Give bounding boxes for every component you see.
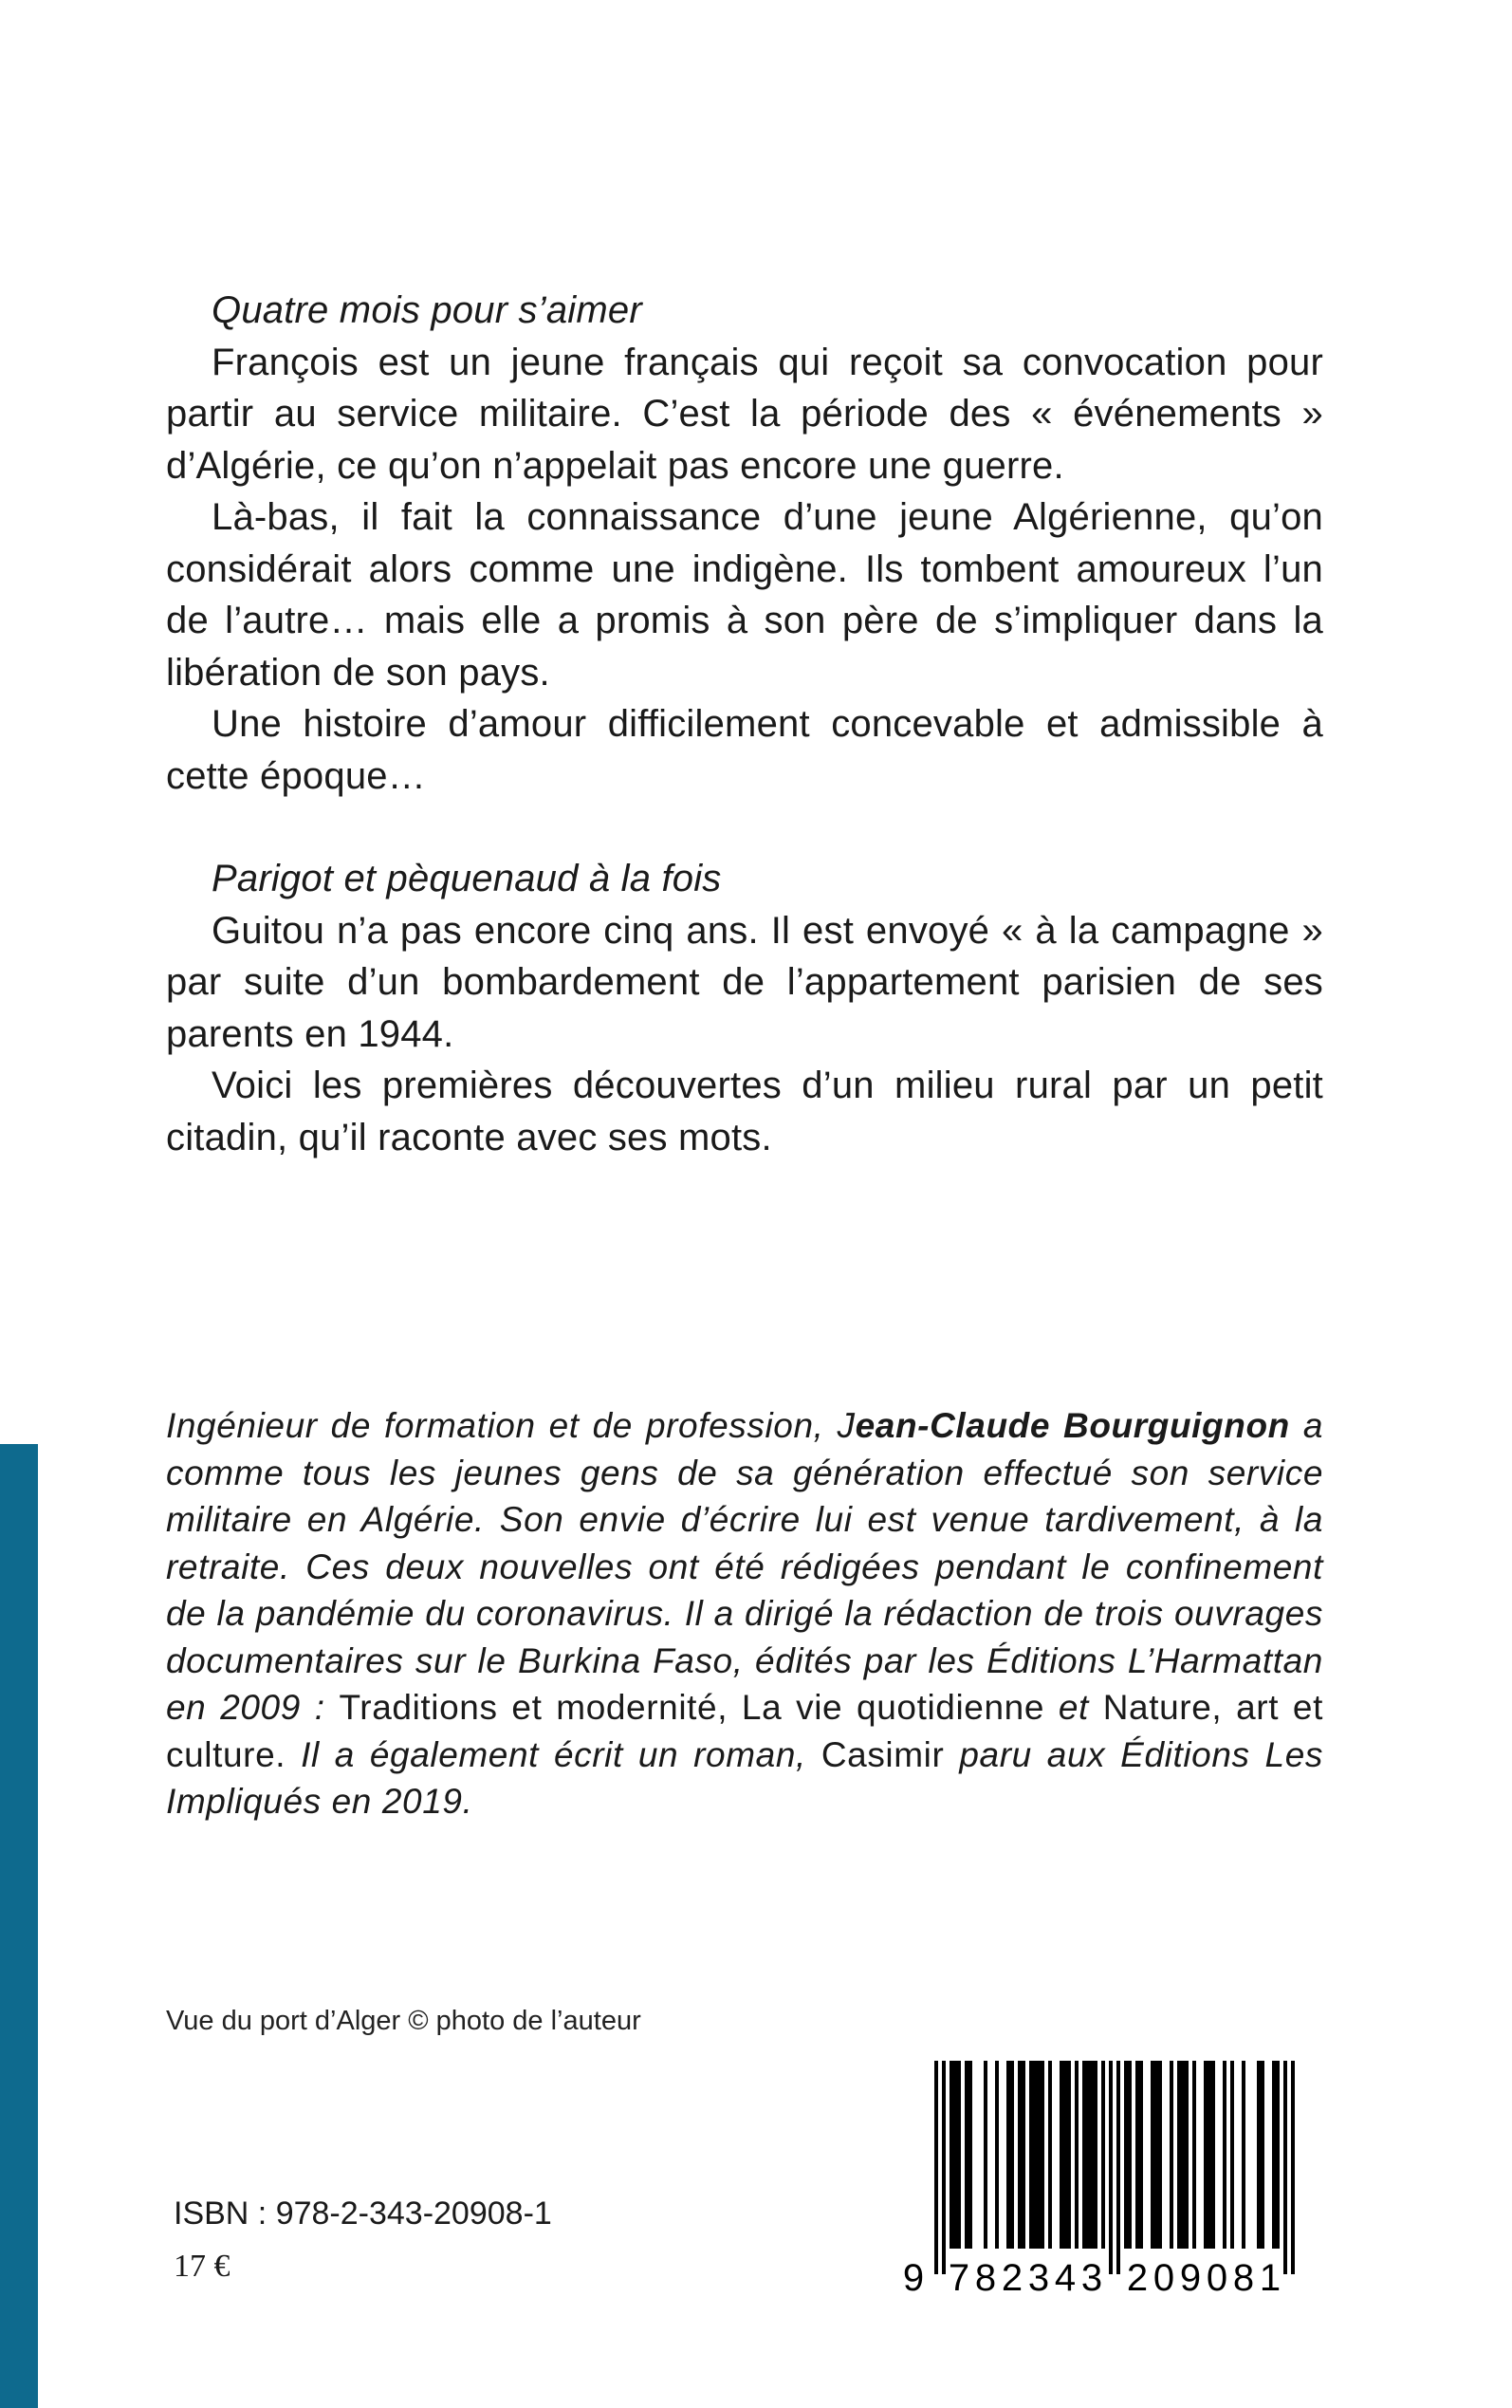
- barcode-bar: [1086, 2061, 1090, 2249]
- barcode-bar: [1067, 2061, 1071, 2249]
- bio-text: Il a également écrit un roman,: [286, 1734, 821, 1774]
- barcode-digit: 0: [1152, 2257, 1175, 2294]
- barcode-bar: [942, 2061, 946, 2274]
- barcode-bar: [1185, 2061, 1189, 2249]
- barcode-bar: [1223, 2061, 1226, 2249]
- barcode-bar: [1211, 2061, 1215, 2249]
- barcode-bar: [1063, 2061, 1067, 2249]
- barcode-bar: [1272, 2061, 1276, 2249]
- isbn-barcode: [896, 2057, 1314, 2294]
- story-title: Quatre mois pour s’aimer: [212, 289, 642, 331]
- barcode-bar: [1018, 2061, 1022, 2249]
- barcode-bar: [1283, 2061, 1287, 2274]
- story-title: Parigot et pèquenaud à la fois: [212, 858, 722, 899]
- barcode-bar: [1192, 2061, 1196, 2249]
- barcode-digit: 2: [1126, 2257, 1149, 2294]
- barcode-bar: [984, 2061, 987, 2249]
- barcode-bar: [1135, 2061, 1139, 2249]
- book-title: Nature, art et culture.: [166, 1688, 1323, 1774]
- bio-text: paru aux Éditions Les Impliqués en 2019.: [166, 1734, 1323, 1821]
- barcode-bar: [1230, 2061, 1234, 2249]
- barcode-bar: [1029, 2061, 1033, 2249]
- barcode-bar: [1006, 2061, 1010, 2249]
- barcode-digit: 1: [1259, 2257, 1282, 2294]
- barcode-bar: [1204, 2061, 1208, 2249]
- barcode-digit: 9: [902, 2257, 925, 2294]
- barcode-digit: 3: [1027, 2257, 1050, 2294]
- summary-paragraph: Une histoire d’amour difficilement concevable et admissible à cette époque…: [166, 703, 1323, 797]
- barcode-bar: [1177, 2061, 1181, 2249]
- barcode-digit: 7: [948, 2257, 970, 2294]
- book-title: Casimir: [821, 1734, 945, 1774]
- barcode-bar: [1242, 2061, 1245, 2249]
- barcode-digit: 2: [1001, 2257, 1023, 2294]
- summary-paragraph: François est un jeune français qui reçoit sa convocation pour partir au service militaire. C’est la période des « événements » d’Algérie, ce qu’on n’appelait pas encore une guerre.: [166, 341, 1323, 487]
- barcode-bar: [965, 2061, 968, 2249]
- barcode-bar: [1151, 2061, 1154, 2249]
- barcode-digit: 3: [1080, 2257, 1103, 2294]
- photo-credit: Vue du port d’Alger © photo de l’auteur: [166, 2006, 641, 2036]
- barcode-bar: [1154, 2061, 1158, 2249]
- barcode-bar: [1291, 2061, 1295, 2274]
- summary-paragraph: Là-bas, il fait la connaissance d’une jeune Algérienne, qu’on considérait alors comme une indigène. Ils tombent amoureux l’un de l’autre… mais elle a promis à son père de s’impliquer dans la libération de son pays.: [166, 496, 1323, 694]
- barcode-digit: 8: [1232, 2257, 1255, 2294]
- barcode-bar: [1101, 2061, 1105, 2249]
- barcode-bar: [1048, 2061, 1052, 2249]
- barcode-bar: [934, 2061, 938, 2274]
- barcode-bar: [1116, 2061, 1120, 2274]
- barcode-bar: [1276, 2061, 1280, 2249]
- barcode-bar: [1170, 2061, 1173, 2249]
- bio-text: Ingénieur de formation et de profession, J: [166, 1406, 856, 1445]
- barcode-bar: [1158, 2061, 1162, 2249]
- barcode-bar: [1094, 2061, 1097, 2249]
- book-title: Traditions et modernité, La vie quotidienne: [339, 1688, 1044, 1727]
- barcode-bar: [953, 2061, 957, 2249]
- barcode-bar: [1041, 2061, 1044, 2249]
- barcode-bar: [1033, 2061, 1037, 2249]
- barcode-digit: 8: [974, 2257, 997, 2294]
- barcode-digit: 0: [1206, 2257, 1228, 2294]
- barcode-bar: [1010, 2061, 1014, 2249]
- barcode-bar: [1257, 2061, 1261, 2249]
- barcode-bar: [1037, 2061, 1041, 2249]
- barcode-bar: [995, 2061, 999, 2249]
- barcode-bar: [1022, 2061, 1025, 2249]
- barcode-bar: [1128, 2061, 1132, 2249]
- barcode-bar: [957, 2061, 961, 2249]
- back-cover-summary: [166, 285, 1323, 1163]
- bio-text: et: [1044, 1688, 1103, 1727]
- barcode-bar: [1060, 2061, 1063, 2249]
- isbn: ISBN : 978-2-343-20908-1: [174, 2195, 552, 2232]
- barcode-digit: 9: [1179, 2257, 1202, 2294]
- barcode-bar: [1109, 2061, 1113, 2274]
- summary-paragraph: Guitou n’a pas encore cinq ans. Il est envoyé « à la campagne » par suite d’un bombardement de l’appartement parisien de ses parents en 1944.: [166, 909, 1323, 1055]
- barcode-bar: [1124, 2061, 1128, 2249]
- barcode-bar: [1208, 2061, 1211, 2249]
- barcode-bar: [1261, 2061, 1264, 2249]
- price: 17 €: [174, 2249, 230, 2284]
- barcode-bar: [1181, 2061, 1185, 2249]
- barcode-bar: [1139, 2061, 1143, 2249]
- author-name: ean-Claude Bourguignon: [855, 1406, 1290, 1445]
- author-bio: [166, 1402, 1323, 1825]
- barcode-bar: [1082, 2061, 1086, 2249]
- barcode-bar: [1075, 2061, 1079, 2249]
- barcode-bar: [1090, 2061, 1094, 2249]
- barcode-digit: 4: [1054, 2257, 1077, 2294]
- summary-paragraph: Voici les premières découvertes d’un milieu rural par un petit citadin, qu’il raconte avec ses mots.: [166, 1065, 1323, 1158]
- barcode-bar: [968, 2061, 972, 2249]
- barcode-bar: [950, 2061, 953, 2249]
- spine-color-bar: [0, 1444, 38, 2408]
- bio-text: a comme tous les jeunes gens de sa génération effectué son service militaire en Algérie. Son envie d’écrire lui est venue tardivement, à la retraite. Ces deux nouvelles ont été rédigées pendant le confinement de la pandémie du coronavirus. Il a dirigé la rédaction de trois ouvrages documentaires sur le Burkina Faso, édités par les Éditions L’Harmattan en 2009 :: [166, 1406, 1323, 1727]
